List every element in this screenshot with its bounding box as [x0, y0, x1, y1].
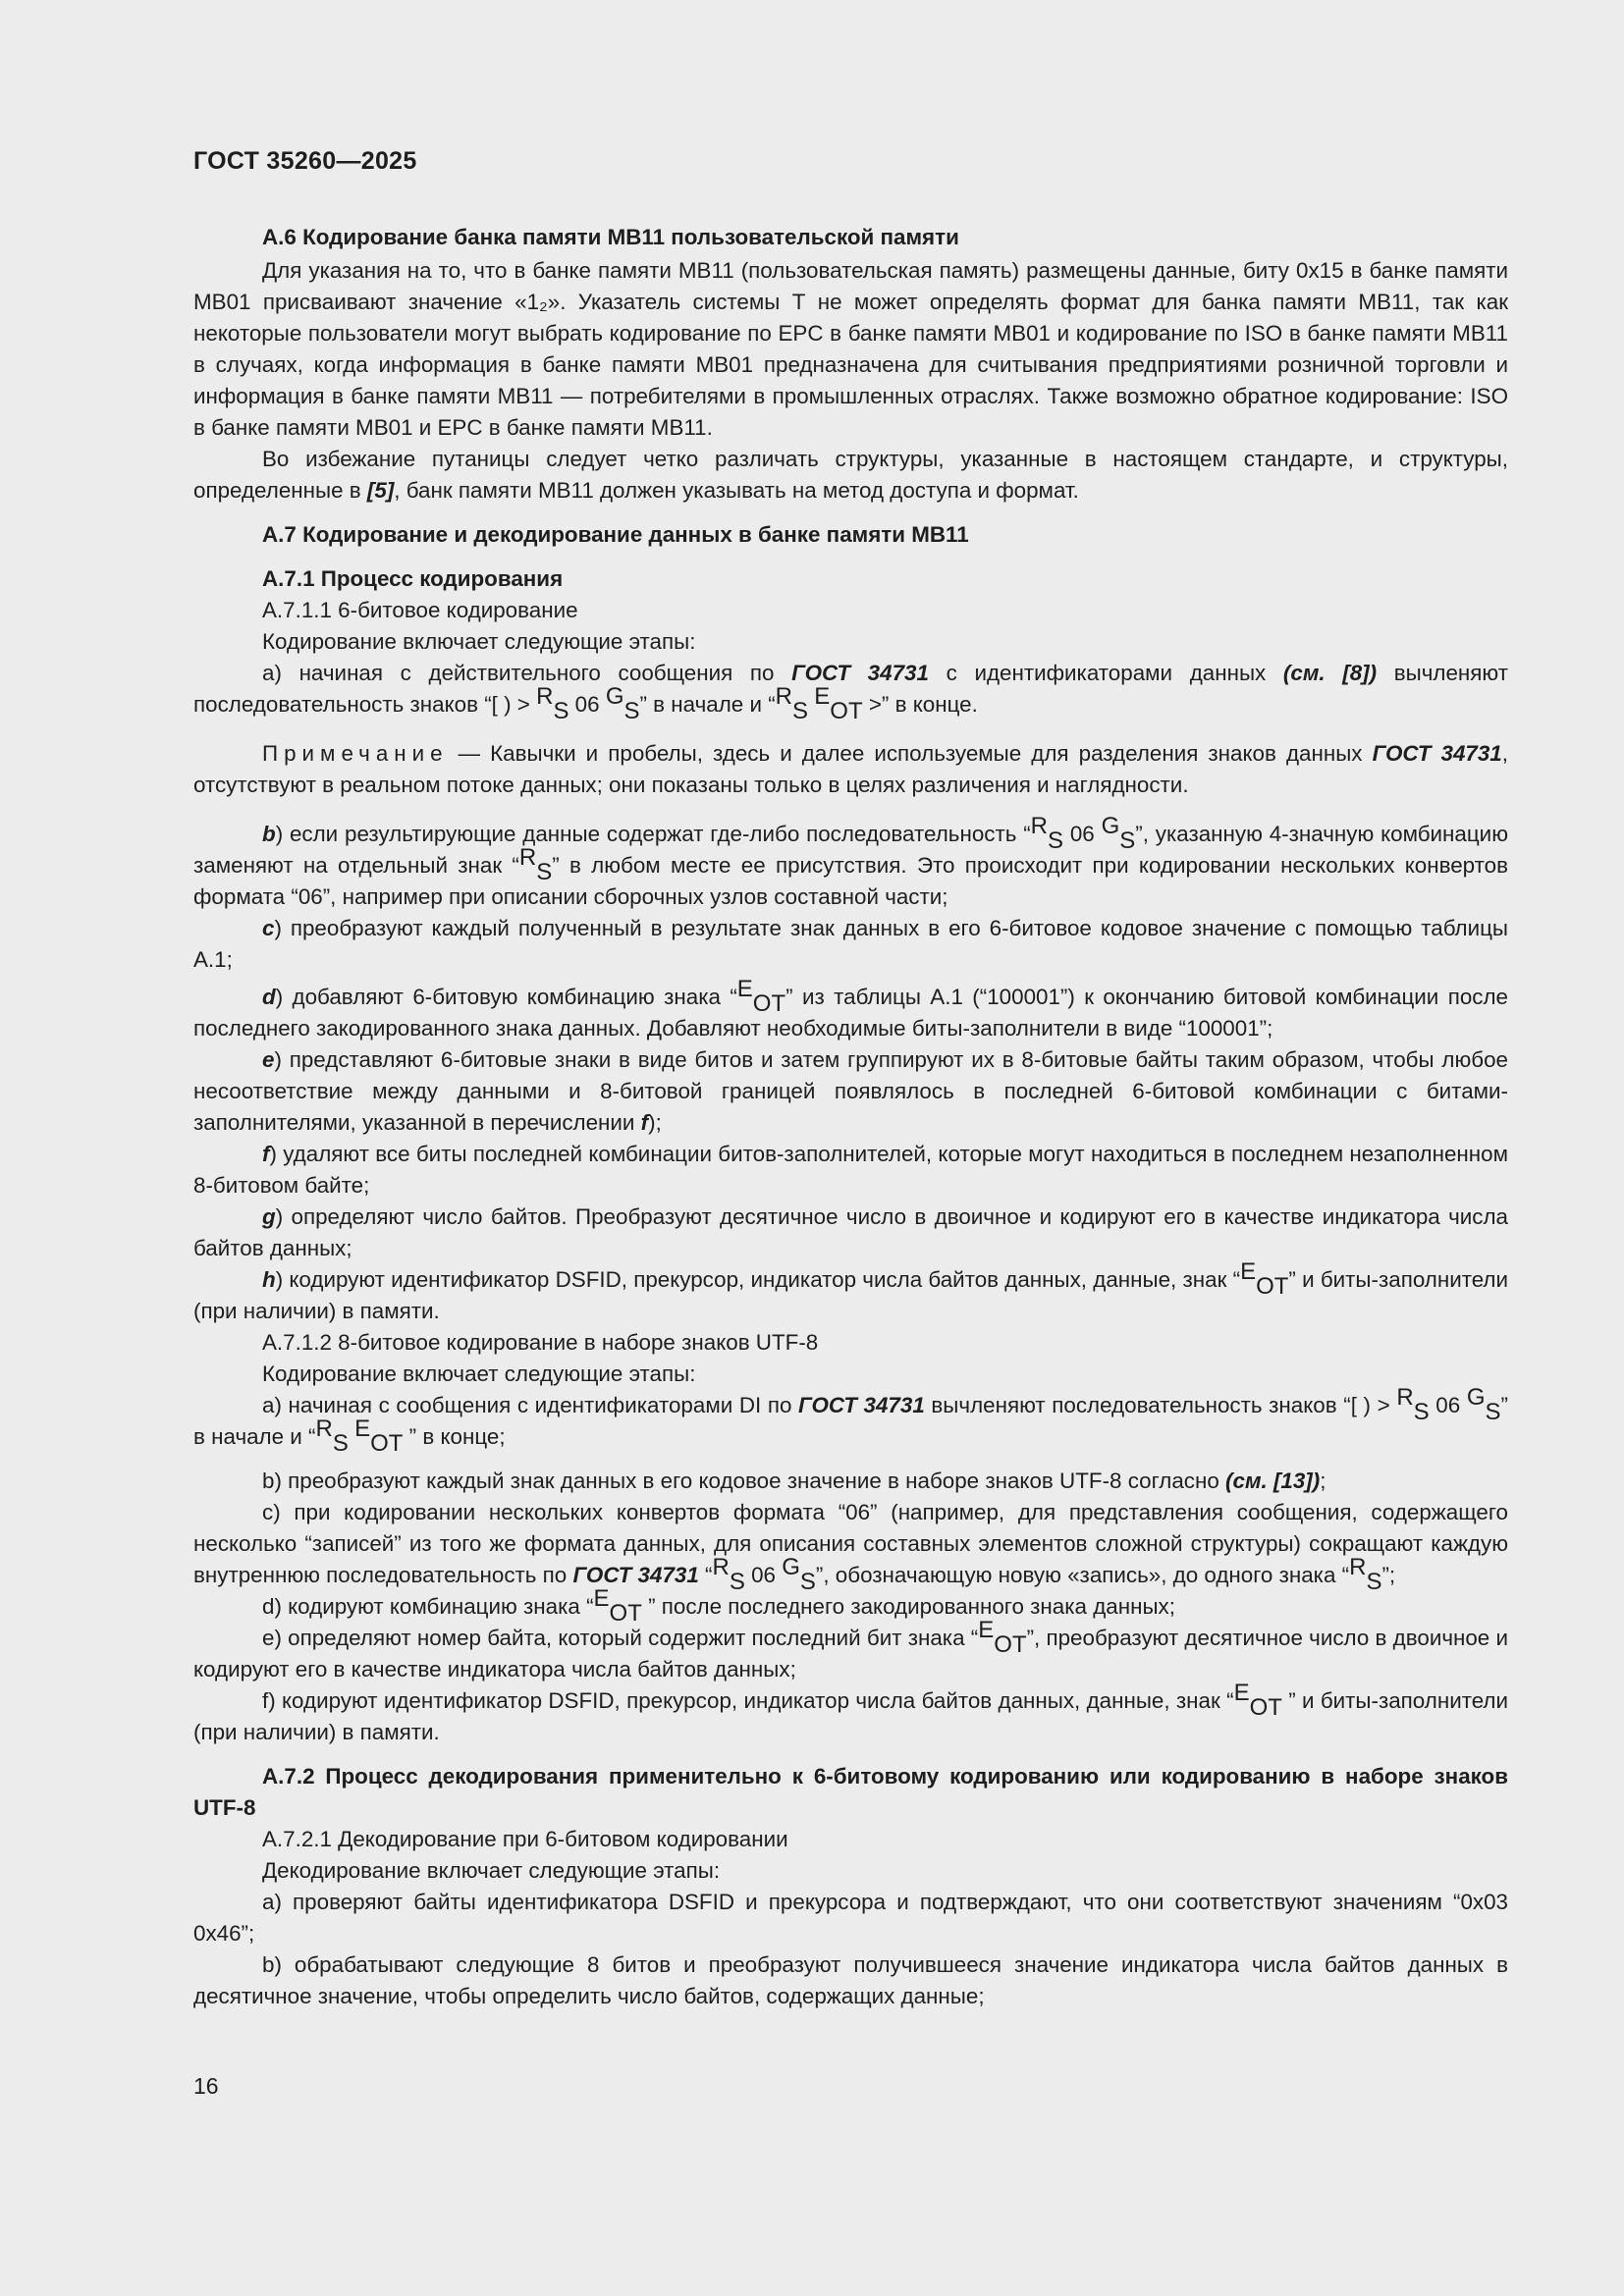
list-item: g) определяют число байтов. Преобразуют десятичное число в двоичное и кодируют его в качестве индикатора числа байтов данных; [193, 1204, 1508, 1260]
list-item: b) обрабатывают следующие 8 битов и преобразуют получившееся значение индикатора числа байтов данных в десятичное значение, чтобы определить число байтов, содержащих данные; [193, 1952, 1508, 2008]
section-heading-a7: А.7 Кодирование и декодирование данных в банке памяти MB11 [262, 522, 969, 547]
list-item: d) добавляют 6-битовую комбинацию знака “EOT” из таблицы А.1 (“100001”) к окончанию битовой комбинации после последнего закодированного знака данных. Добавляют необходимые биты-заполнители в виде “100001”; [193, 976, 1508, 1041]
list-item: с) при кодировании нескольких конвертов формата “06” (например, для представления сообщения, содержащего несколько “записей” из того же формата данных, для описания составных элементов сложной структуры) сокращают каждую внутреннюю последовательность по ГОСТ 34731 “RS 06 GS”, обозначающую новую «запись», до одного знака “RS”; [193, 1500, 1508, 1595]
subsection-title: А.7.1.1 6-битовое кодирование [262, 598, 578, 622]
paragraph: Во избежание путаницы следует четко различать структуры, указанные в настоящем стандарте, и структуры, определенные в [5], банк памяти MB11 должен указывать на метод доступа и формат. [193, 447, 1508, 503]
paragraph: Кодирование включает следующие этапы: [262, 629, 696, 654]
list-item: f) удаляют все биты последней комбинации битов-заполнителей, которые могут находиться в последнем незаполненном 8-битовом байте; [193, 1142, 1508, 1198]
reference-link: [5] [366, 478, 395, 503]
paragraph: Кодирование включает следующие этапы: [262, 1362, 696, 1386]
list-item: d) кодируют комбинацию знака “EOT ” после последнего закодированного знака данных; [262, 1585, 1175, 1627]
section-heading-a71: А.7.1 Процесс кодирования [262, 566, 564, 591]
list-item: b) если результирующие данные содержат где-либо последовательность “RS 06 GS”, указанную 4-значную комбинацию заменяют на отдельный знак “RS” в любом месте ее присутствия. Это происходит при кодировании нескольких конвертов формата “06”, например при описании сборочных узлов составной части; [193, 813, 1508, 909]
list-item: е) определяют номер байта, который содержит последний бит знака “EOT”, преобразуют десятичное число в двоичное и кодируют его в качестве индикатора числа байтов данных; [193, 1617, 1508, 1682]
list-item: а) проверяют байты идентификатора DSFID и прекурсора и подтверждают, что они соответствуют значениям “0x03 0x46”; [193, 1890, 1508, 1946]
list-item: c) преобразуют каждый полученный в результате знак данных в его 6-битовое кодовое значение с помощью таблицы А.1; [193, 916, 1508, 972]
list-item: b) преобразуют каждый знак данных в его кодовое значение в наборе знаков UTF-8 согласно (см. [13]); [262, 1468, 1326, 1493]
note: Примечание — Кавычки и пробелы, здесь и далее используемые для разделения знаков данных ГОСТ 34731, отсутствуют в реальном потоке данных; они показаны только в целях различения и наглядности. [193, 741, 1508, 797]
subsection-title: А.7.2.1 Декодирование при 6-битовом кодировании [262, 1827, 788, 1851]
document-body [193, 222, 1508, 2012]
list-item: а) начиная с сообщения с идентификаторами DI по ГОСТ 34731 вычленяют последовательность знаков “[ ) > RS 06 GS” в начале и “RS EOT ” в конце; [193, 1384, 1508, 1457]
list-item: f) кодируют идентификатор DSFID, прекурсор, индикатор числа байтов данных, данные, знак “EOT ” и биты-заполнители (при наличии) в памяти. [193, 1680, 1508, 1744]
list-item: h) кодируют идентификатор DSFID, прекурсор, индикатор числа байтов данных, данные, знак “EOT” и биты-заполнители (при наличии) в памяти. [193, 1258, 1508, 1323]
section-heading-a72: А.7.2 Процесс декодирования применительно к 6-битовому кодированию или кодированию в наборе знаков UTF-8 [193, 1764, 1508, 1820]
list-item: а) начиная с действительного сообщения по ГОСТ 34731 с идентификаторами данных (см. [8]) вычленяют последовательность знаков “[ ) > RS 06 GS” в начале и “RS EOT >” в конце. [193, 661, 1508, 724]
section-heading-a6: А.6 Кодирование банка памяти MB11 пользовательской памяти [262, 225, 959, 249]
paragraph: Для указания на то, что в банке памяти MB11 (пользовательская память) размещены данные, биту 0x15 в банке памяти MB01 присваивают значение «1₂». Указатель системы Т не может определять формат для банка памяти MB11, так как некоторые пользователи могут выбрать кодирование по EPC в банке памяти MB01 и кодирование по ISO в банке памяти MB11 в случаях, когда информация в банке памяти MB01 предназначена для считывания предприятиями розничной торговли и информация в банке памяти MB11 — потребителями в промышленных отраслях. Также возможно обратное кодирование: ISO в банке памяти MB01 и EPC в банке памяти MB11. [193, 258, 1508, 440]
list-item: e) представляют 6-битовые знаки в виде битов и затем группируют их в 8-битовые байты таким образом, чтобы любое несоответствие между данными и 8-битовой границей появлялось в последней 6-битовой комбинации с битами-заполнителями, указанной в перечислении f); [193, 1047, 1508, 1135]
subsection-title: А.7.1.2 8-битовое кодирование в наборе знаков UTF-8 [262, 1330, 819, 1355]
paragraph: Декодирование включает следующие этапы: [262, 1858, 721, 1883]
page-number: 16 [193, 2073, 219, 2099]
document-header: ГОСТ 35260—2025 [193, 147, 417, 175]
